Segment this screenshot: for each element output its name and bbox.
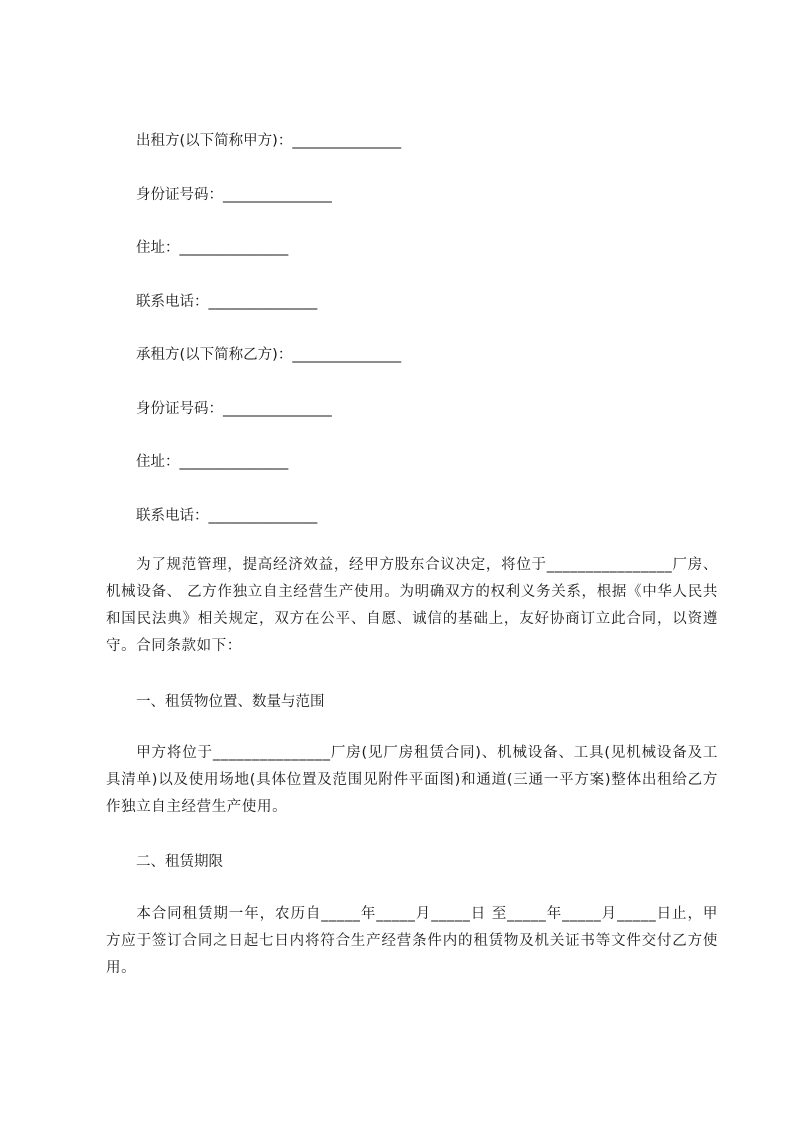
section1-title: 一、租赁物位置、数量与范围 bbox=[136, 694, 325, 710]
lessee-address-line: 住址：_______________ bbox=[136, 454, 289, 470]
section2-title: 二、租赁期限 bbox=[136, 854, 223, 870]
section1-paragraph bbox=[106, 740, 718, 821]
lessee-line: 承租方(以下简称乙方)：_______________ bbox=[136, 347, 402, 363]
lessor-line: 出租方(以下简称甲方)：_______________ bbox=[136, 133, 402, 149]
preamble-text: 为了规范管理，提高经济效益，经甲方股东合议决定，将位于________________厂房、机械设备、 乙方作独立自主经营生产使用。为明确双方的权利义务关系，根据《中华人民共和国民法典》相关规定，双方在公平、自愿、诚信的基础上，友好协商订立此合同，以资遵守。合同条款如下： bbox=[106, 557, 718, 654]
lessor-phone-line: 联系电话：_______________ bbox=[136, 294, 318, 310]
lessor-address-line: 住址：_______________ bbox=[136, 240, 289, 256]
preamble-paragraph bbox=[106, 552, 718, 660]
lessor-id-line: 身份证号码：_______________ bbox=[136, 187, 332, 203]
section1-text: 甲方将位于_______________厂房(见厂房租赁合同)、机械设备、工具(见机械设备及工具清单)以及使用场地(具体位置及范围见附件平面图)和通道(三通一平方案)整体出租给乙方作独立自主经营生产使用。 bbox=[106, 745, 718, 815]
lessee-id-line: 身份证号码：_______________ bbox=[136, 401, 332, 417]
section2-text: 本合同租赁期一年，农历自_____年_____月_____日 至_____年_____月_____日止，甲方应于签订合同之日起七日内将符合生产经营条件内的租赁物及机关证书等文件交付乙方使用。 bbox=[106, 906, 718, 976]
section2-paragraph bbox=[106, 901, 718, 982]
lessee-phone-line: 联系电话：_______________ bbox=[136, 508, 318, 524]
